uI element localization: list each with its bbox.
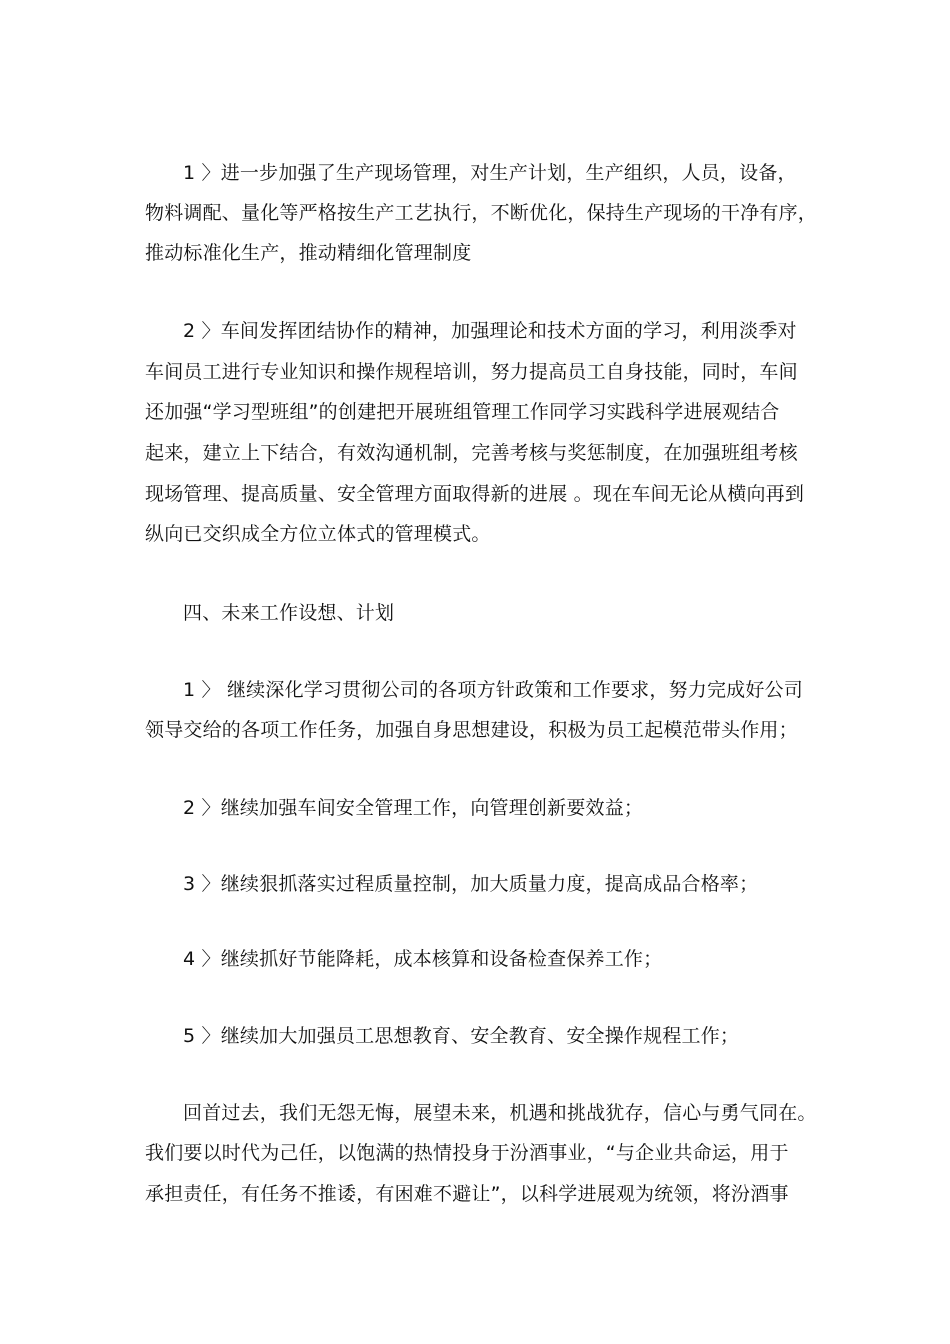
plan-item-1-line-2: 领导交给的各项工作任务，加强自身思想建设，积极为员工起模范带头作用； bbox=[145, 719, 798, 741]
plan-item-1-line-1: 1 〉 继续深化学习贯彻公司的各项方针政策和工作要求，努力完成好公司 bbox=[183, 679, 803, 701]
paragraph-1-line-3: 推动标准化生产，推动精细化管理制度 bbox=[145, 242, 472, 264]
paragraph-1-line-1: 1 〉进一步加强了生产现场管理，对生产计划，生产组织，人员，设备， bbox=[183, 162, 797, 184]
closing-paragraph-line-1: 回首过去，我们无怨无悔，展望未来，机遇和挑战犹存，信心与勇气同在。 bbox=[183, 1102, 817, 1124]
paragraph-2-line-3: 还加强“学习型班组”的创建把开展班组管理工作同学习实践科学进展观结合 bbox=[145, 401, 780, 423]
plan-item-2: 2 〉继续加强车间安全管理工作，向管理创新要效益； bbox=[183, 797, 644, 819]
plan-item-5: 5 〉继续加大加强员工思想教育、安全教育、安全操作规程工作； bbox=[183, 1025, 740, 1047]
paragraph-2-line-2: 车间员工进行专业知识和操作规程培训，努力提高员工自身技能，同时，车间 bbox=[145, 361, 798, 383]
paragraph-2-line-5: 现场管理、提高质量、安全管理方面取得新的进展 。现在车间无论从横向再到 bbox=[145, 483, 805, 505]
paragraph-2-line-1: 2 〉车间发挥团结协作的精神，加强理论和技术方面的学习，利用淡季对 bbox=[183, 320, 797, 342]
section-heading: 四、未来工作设想、计划 bbox=[183, 602, 395, 624]
paragraph-2-line-4: 起来，建立上下结合，有效沟通机制，完善考核与奖惩制度，在加强班组考核 bbox=[145, 442, 798, 464]
paragraph-1-line-2: 物料调配、量化等严格按生产工艺执行，不断优化，保持生产现场的干净有序， bbox=[145, 202, 818, 224]
closing-paragraph-line-2: 我们要以时代为己任，以饱满的热情投身于汾酒事业，“与企业共命运，用于 bbox=[145, 1142, 789, 1164]
plan-item-4: 4 〉继续抓好节能降耗，成本核算和设备检查保养工作； bbox=[183, 948, 663, 970]
paragraph-2-line-6: 纵向已交织成全方位立体式的管理模式。 bbox=[145, 523, 491, 545]
closing-paragraph-line-3: 承担责任，有任务不推诿，有困难不避让”，以科学进展观为统领，将汾酒事 bbox=[145, 1183, 789, 1205]
plan-item-3: 3 〉继续狠抓落实过程质量控制，加大质量力度，提高成品合格率； bbox=[183, 873, 759, 895]
